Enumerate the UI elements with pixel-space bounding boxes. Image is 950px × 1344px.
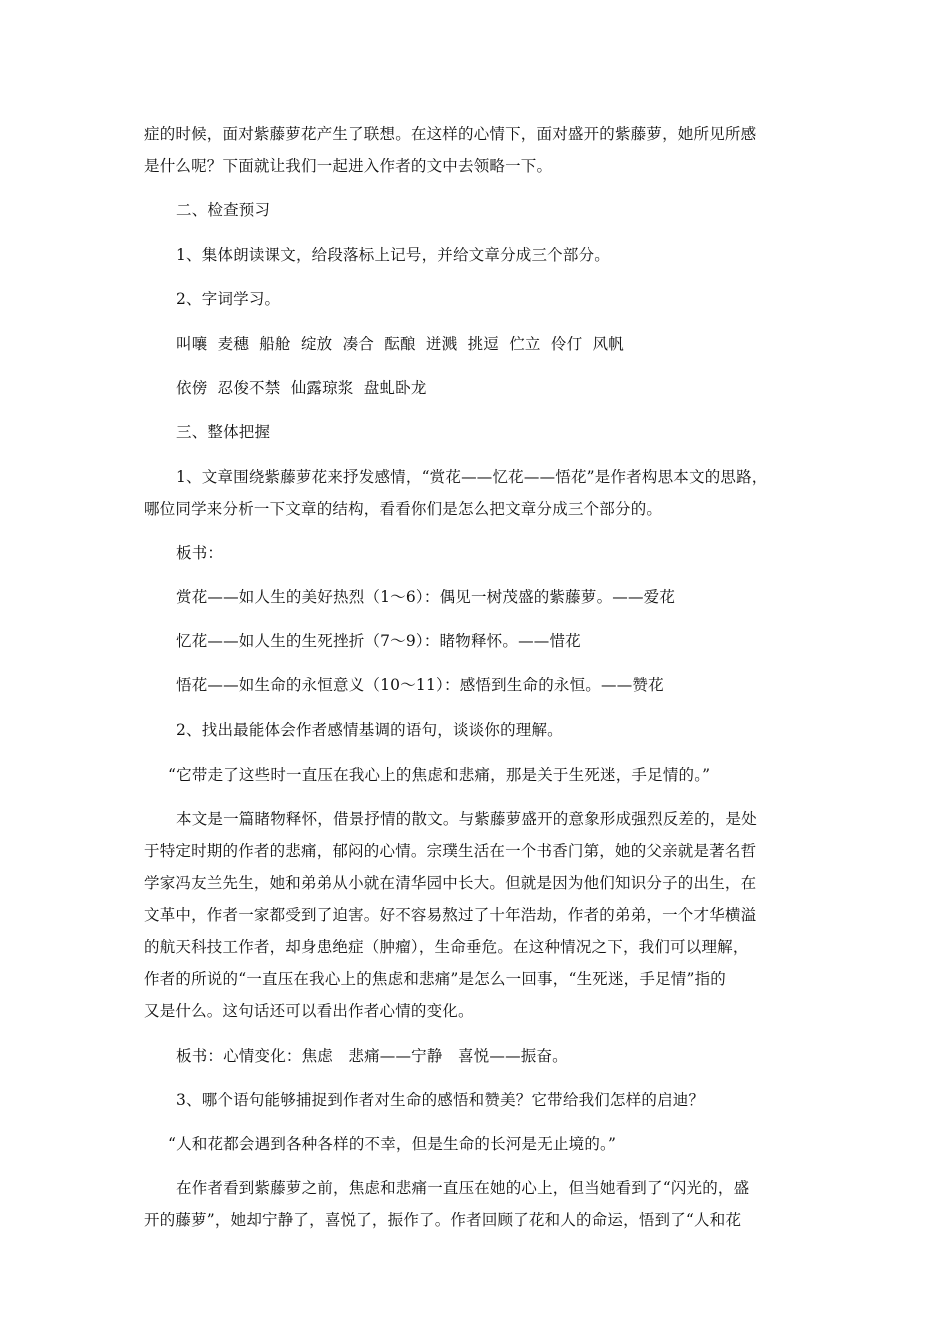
answer-3-line-1: 在作者看到紫藤萝之前，焦虑和悲痛一直压在她的心上，但当她看到了“闪光的，盛 [176, 1179, 750, 1197]
board-item-1: 赏花——如人生的美好热烈（1～6）：偶见一树茂盛的紫藤萝。——爱花 [176, 588, 676, 606]
vocab-line-2: 依傍 忍俊不禁 仙露琼浆 盘虬卧龙 [176, 379, 427, 397]
answer-2-line-5: 的航天科技工作者，却身患绝症（肿瘤），生命垂危。在这种情况之下，我们可以理解， [144, 938, 749, 956]
preview-item-1: 1、集体朗读课文，给段落标上记号，并给文章分成三个部分。 [176, 246, 610, 264]
vocab-line-1: 叫嚷 麦穗 船舱 绽放 凑合 酝酿 迸溅 挑逗 伫立 伶仃 风帆 [176, 335, 624, 353]
question-2: 2、找出最能体会作者感情基调的语句，谈谈你的理解。 [176, 721, 563, 739]
section-heading-preview: 二、检查预习 [176, 201, 271, 219]
board-mood-change: 板书：心情变化：焦虑 悲痛——宁静 喜悦——振奋。 [176, 1047, 568, 1065]
question-1-line-1: 1、文章围绕紫藤萝花来抒发感情，“赏花——忆花——悟花”是作者构思本文的思路， [176, 468, 768, 486]
board-item-3: 悟花——如生命的永恒意义（10～11）：感悟到生命的永恒。——赞花 [176, 676, 664, 694]
question-1-line-2: 哪位同学来分析一下文章的结构，看看你们是怎么把文章分成三个部分的。 [144, 500, 663, 518]
answer-2-line-3: 学家冯友兰先生，她和弟弟从小就在清华园中长大。但就是因为他们知识分子的出生，在 [144, 874, 757, 892]
answer-2-line-7: 又是什么。这句话还可以看出作者心情的变化。 [144, 1002, 474, 1020]
board-label: 板书： [176, 544, 224, 562]
section-heading-overall: 三、整体把握 [176, 423, 271, 441]
answer-2-line-2: 于特定时期的作者的悲痛，郁闷的心情。宗璞生活在一个书香门第，她的父亲就是著名哲 [144, 842, 757, 860]
question-3: 3、哪个语句能够捕捉到作者对生命的感悟和赞美？它带给我们怎样的启迪？ [176, 1091, 705, 1109]
preview-item-2: 2、字词学习。 [176, 290, 281, 308]
question-2-quote: “它带走了这些时一直压在我心上的焦虑和悲痛，那是关于生死迷，手足情的。” [168, 766, 711, 784]
answer-3-line-2: 开的藤萝”，她却宁静了，喜悦了，振作了。作者回顾了花和人的命运，悟到了“人和花 [144, 1211, 742, 1229]
answer-2-line-1: 本文是一篇睹物释怀，借景抒情的散文。与紫藤萝盛开的意象形成强烈反差的，是处 [176, 810, 757, 828]
answer-2-line-4: 文革中，作者一家都受到了迫害。好不容易熬过了十年浩劫，作者的弟弟，一个才华横溢 [144, 906, 757, 924]
intro-line-1: 症的时候，面对紫藤萝花产生了联想。在这样的心情下，面对盛开的紫藤萝，她所见所感 [144, 125, 757, 143]
answer-2-line-6: 作者的所说的“一直压在我心上的焦虑和悲痛”是怎么一回事，“生死迷，手足情”指的 [144, 970, 726, 988]
intro-line-2: 是什么呢？下面就让我们一起进入作者的文中去领略一下。 [144, 157, 553, 175]
question-3-quote: “人和花都会遇到各种各样的不幸，但是生命的长河是无止境的。” [168, 1135, 617, 1153]
board-item-2: 忆花——如人生的生死挫折（7～9）：睹物释怀。——惜花 [176, 632, 581, 650]
